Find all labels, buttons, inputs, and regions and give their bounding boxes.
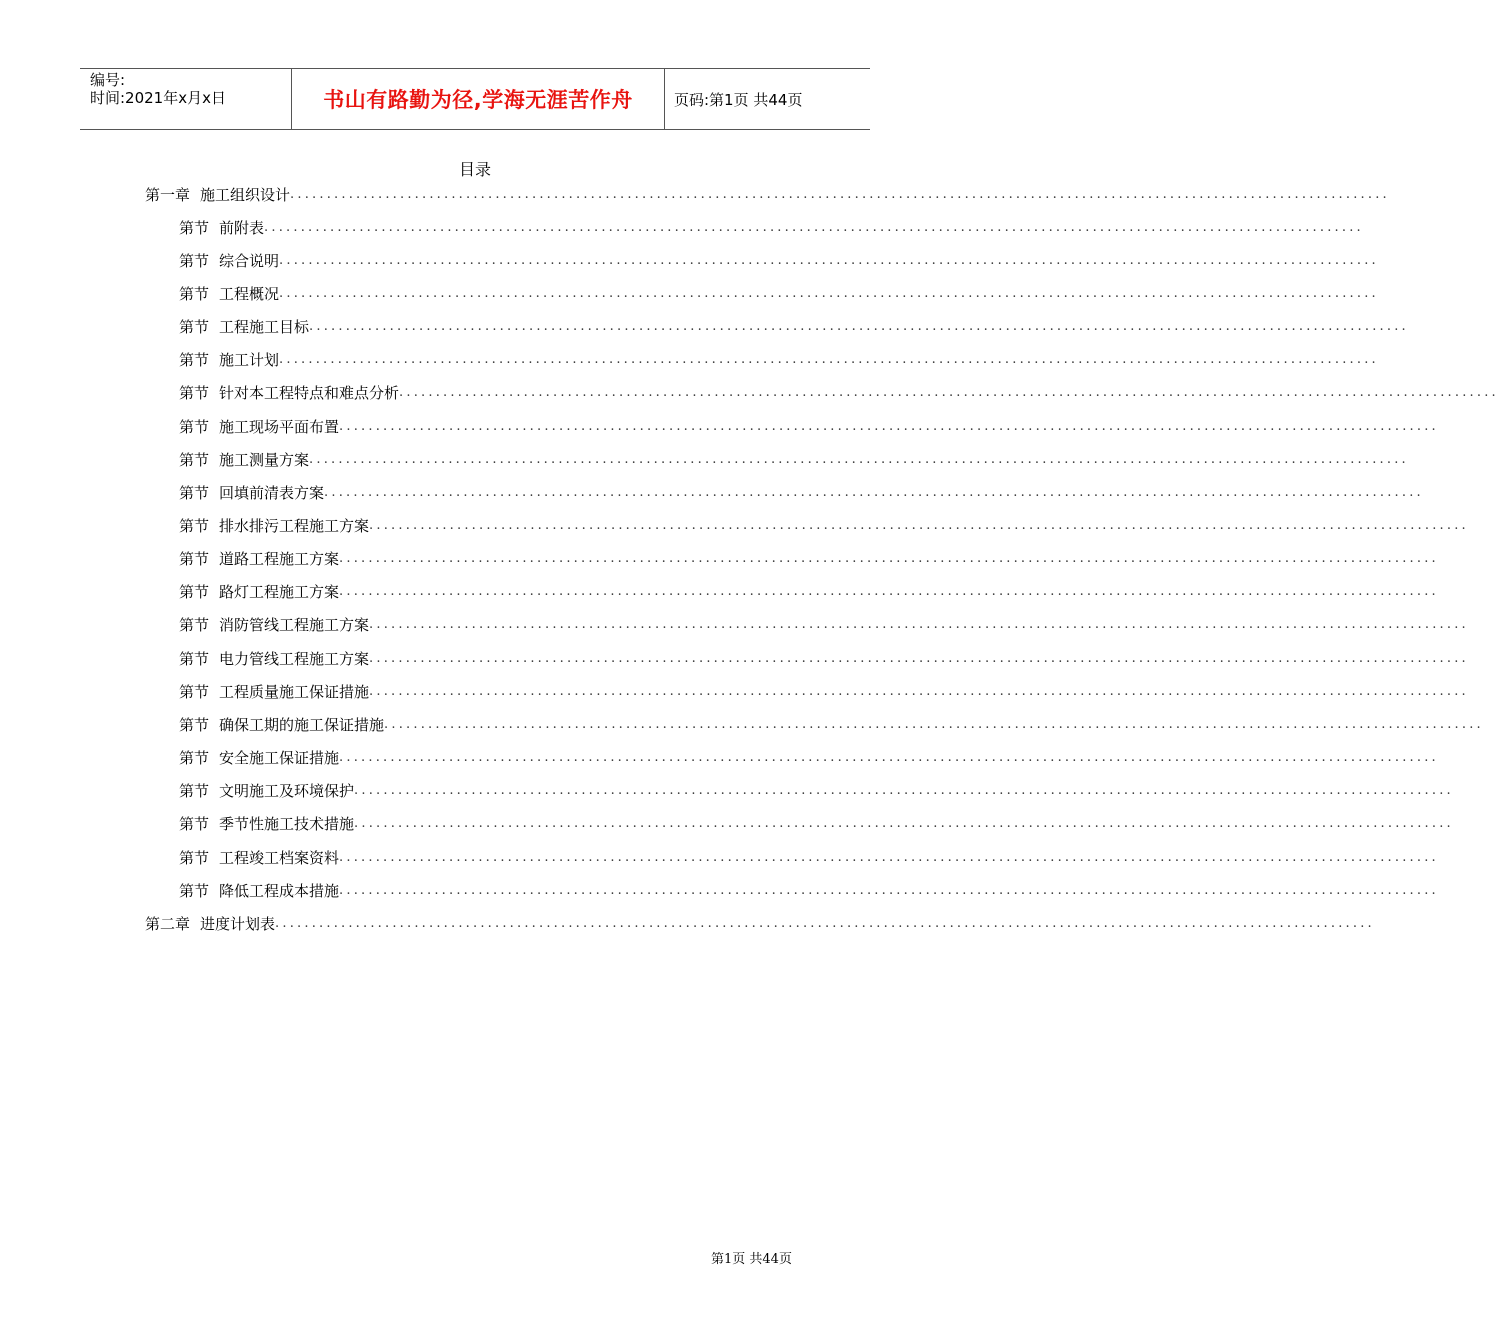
toc-entry-number: 第节 [179, 218, 210, 237]
toc-entry-title: 施工现场平面布置 [219, 417, 340, 436]
toc-title: 目录 [458, 160, 491, 179]
toc-dot-leader: ...................................................................................................................................................... [264, 219, 1364, 235]
toc-entry-title: 回填前清表方案 [219, 483, 325, 502]
toc-entry-number: 第节 [179, 450, 210, 469]
toc-entry[interactable] [179, 578, 1439, 606]
toc-dot-leader: ...................................................................................................................................................... [279, 252, 1379, 268]
toc-dot-leader: ...................................................................................................................................................... [369, 617, 1469, 633]
toc-dot-leader: ...................................................................................................................................................... [324, 484, 1424, 500]
toc-entry-number: 第节 [179, 616, 210, 635]
toc-entry-title: 施工计划 [219, 351, 280, 370]
toc-entry-number: 第节 [179, 550, 210, 569]
toc-entry-title: 季节性施工技术措施 [219, 815, 355, 834]
toc-entry[interactable] [179, 876, 1439, 904]
toc-entry-number: 第节 [179, 715, 210, 734]
page-header [80, 68, 870, 130]
toc-dot-leader: ...................................................................................................................................................... [339, 849, 1439, 865]
toc-entry[interactable] [179, 412, 1439, 440]
toc-dot-leader: ...................................................................................................................................................... [339, 750, 1439, 766]
toc-entry-number: 第节 [179, 351, 210, 370]
toc-entry-title: 工程质量施工保证措施 [219, 682, 370, 701]
toc-entry-number: 第二章 [145, 914, 191, 933]
toc-dot-leader: ...................................................................................................................................................... [369, 518, 1469, 533]
toc-dot-leader: ...................................................................................................................................................... [384, 716, 1484, 732]
toc-dot-leader: ...................................................................................................................................................... [369, 683, 1469, 699]
toc-entry-title: 路灯工程施工方案 [219, 583, 340, 602]
toc-dot-leader: ...................................................................................................................................................... [354, 816, 1454, 832]
toc-entry-number: 第节 [179, 517, 210, 535]
toc-dot-leader: ...................................................................................................................................................... [399, 385, 1499, 401]
toc-dot-leader: ...................................................................................................................................................... [339, 418, 1439, 434]
toc-entry-title: 消防管线工程施工方案 [219, 616, 370, 635]
toc-entry[interactable] [179, 677, 1469, 705]
toc-entry-title: 道路工程施工方案 [219, 550, 340, 569]
toc-entry-title: 综合说明 [219, 251, 280, 270]
header-page-info: 页码:第1页 共44页 [674, 90, 803, 109]
toc-entry[interactable] [179, 644, 1469, 672]
toc-entry-title: 电力管线工程施工方案 [219, 649, 370, 668]
toc-entry-title: 降低工程成本措施 [219, 881, 340, 900]
toc-entry[interactable] [179, 843, 1439, 871]
toc-entry-title: 安全施工保证措施 [219, 749, 340, 768]
toc-entry-number: 第节 [179, 749, 210, 768]
toc-entry[interactable] [179, 810, 1454, 838]
toc-entry-number: 第节 [179, 284, 210, 303]
toc-entry-number: 第节 [179, 384, 210, 403]
toc-entry[interactable] [179, 545, 1439, 573]
toc-dot-leader: ...................................................................................................................................................... [309, 319, 1409, 335]
toc-entry-number: 第节 [179, 318, 210, 337]
toc-entry[interactable] [179, 777, 1454, 805]
toc-entry-number: 第节 [179, 583, 210, 602]
toc-entry[interactable] [179, 478, 1424, 506]
toc-entry-title: 排水排污工程施工方案 [219, 517, 370, 535]
toc-entry-number: 第节 [179, 682, 210, 701]
toc-entry-title: 工程概况 [219, 284, 280, 303]
toc-entry-number: 第节 [179, 782, 210, 801]
toc-entry-title: 前附表 [219, 218, 265, 237]
time-label: 时间:2021年x月x日 [90, 89, 226, 107]
toc-dot-leader: ...................................................................................................................................................... [279, 285, 1379, 301]
toc-entry[interactable] [179, 445, 1409, 473]
toc-entry[interactable] [179, 346, 1379, 374]
toc-entry-number: 第节 [179, 483, 210, 502]
toc-entry-number: 第节 [179, 649, 210, 668]
toc-entry-title: 确保工期的施工保证措施 [219, 715, 385, 734]
toc-entry[interactable] [179, 213, 1364, 241]
toc-entry[interactable] [179, 313, 1409, 341]
toc-entry-number: 第节 [179, 848, 210, 867]
header-meta [80, 69, 292, 129]
toc-dot-leader: ...................................................................................................................................................... [309, 451, 1409, 467]
toc-entry[interactable] [145, 909, 1375, 937]
toc-dot-leader: ...................................................................................................................................................... [354, 783, 1454, 799]
toc-entry-title: 工程竣工档案资料 [219, 848, 340, 867]
toc-entry[interactable] [179, 512, 1469, 540]
toc-dot-leader: ...................................................................................................................................................... [290, 186, 1390, 202]
toc-entry[interactable] [179, 710, 1484, 738]
toc-entry[interactable] [179, 744, 1439, 772]
serial-label: 编号: [90, 71, 126, 89]
toc-entry[interactable] [179, 379, 1499, 407]
toc-entry-title: 工程施工目标 [219, 318, 310, 337]
toc-entry-title: 文明施工及环境保护 [219, 782, 355, 801]
toc-entry-title: 施工组织设计 [200, 185, 291, 204]
toc-entry[interactable] [179, 279, 1379, 307]
toc-entry[interactable] [179, 246, 1379, 274]
footer-page-info: 第1页 共44页 [711, 1252, 792, 1267]
toc-dot-leader: ...................................................................................................................................................... [339, 551, 1439, 567]
toc-entry-number: 第节 [179, 251, 210, 270]
toc-dot-leader: ...................................................................................................................................................... [279, 352, 1379, 368]
toc-entry[interactable] [179, 611, 1469, 639]
toc-dot-leader: ...................................................................................................................................................... [275, 915, 1375, 931]
toc-entry-number: 第一章 [145, 185, 191, 204]
toc-entry[interactable] [145, 180, 1390, 208]
toc-entry-title: 进度计划表 [200, 914, 276, 933]
header-motto: 书山有路勤为径,学海无涯苦作舟 [292, 69, 665, 129]
toc-dot-leader: ...................................................................................................................................................... [369, 650, 1469, 666]
toc-entry-title: 针对本工程特点和难点分析 [219, 384, 400, 403]
toc-entry-number: 第节 [179, 881, 210, 900]
toc-entry-number: 第节 [179, 417, 210, 436]
toc-entry-number: 第节 [179, 815, 210, 834]
toc-entry-title: 施工测量方案 [219, 450, 310, 469]
toc-dot-leader: ...................................................................................................................................................... [339, 584, 1439, 600]
toc-dot-leader: ...................................................................................................................................................... [339, 882, 1439, 898]
